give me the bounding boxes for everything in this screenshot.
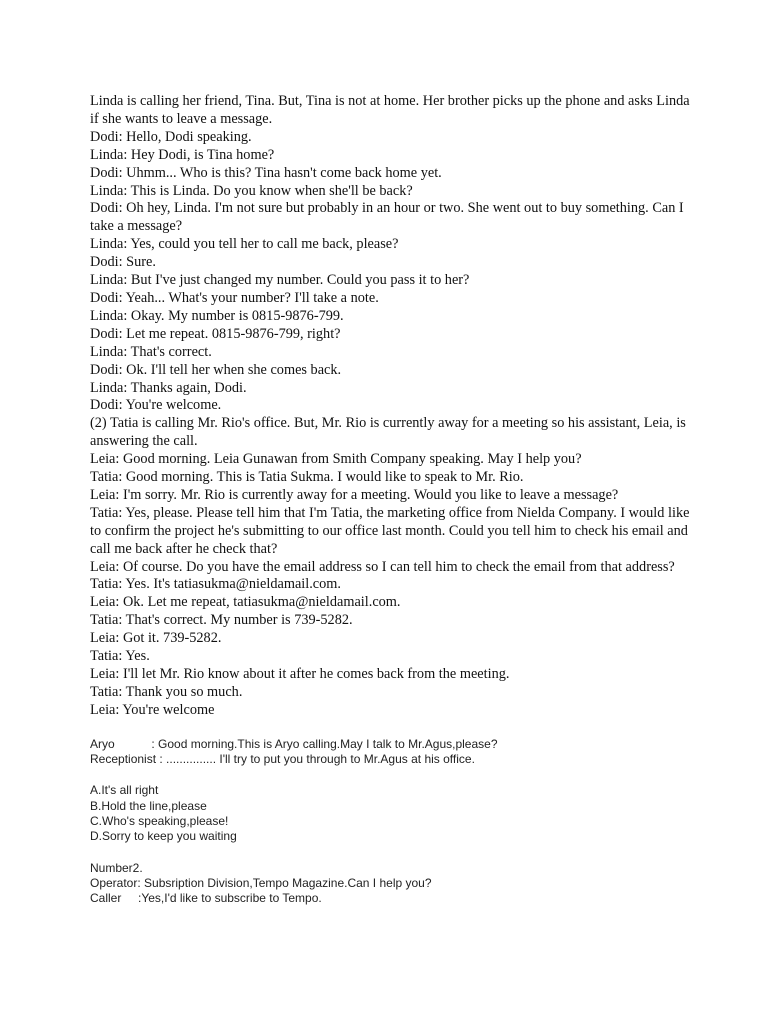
dialogue-1 [90,93,690,415]
question-2-line: Operator: Subsription Division,Tempo Magazine.Can I help you? [90,875,432,890]
dialogue-line: Dodi: You're welcome. [90,397,222,414]
question-2-line: Caller :Yes,I'd like to subscribe to Tempo. [90,891,322,906]
dialogue-line: Dodi: Oh hey, Linda. I'm not sure but probably in an hour or two. She went out to buy something. Can I take a message? [90,200,684,235]
dialogue-line: Dodi: Let me repeat. 0815-9876-799, right? [90,325,341,342]
question-1-line: Receptionist : ............... I'll try to put you through to Mr.Agus at his office. [90,752,475,767]
dialogue-line: Dodi: Uhmm... Who is this? Tina hasn't come back home yet. [90,164,442,181]
dialogue-line: Leia: You're welcome [90,701,215,718]
answer-options [90,783,690,844]
dialogue-line: Linda: That's correct. [90,343,212,360]
dialogue-line: Leia: I'm sorry. Mr. Rio is currently away for a meeting. Would you like to leave a message? [90,486,619,503]
dialogue-line: Tatia: Thank you so much. [90,683,243,700]
document-page [90,93,690,906]
dialogue-2-intro: (2) Tatia is calling Mr. Rio's office. But, Mr. Rio is currently away for a meeting so his assistant, Leia, is answering the call. [90,415,686,450]
option-d: D.Sorry to keep you waiting [90,829,237,844]
dialogue-line: Tatia: Good morning. This is Tatia Sukma. I would like to speak to Mr. Rio. [90,469,524,486]
option-b: B.Hold the line,please [90,798,207,813]
dialogue-line: Linda: This is Linda. Do you know when she'll be back? [90,182,413,199]
dialogue-2 [90,415,690,719]
dialogue-line: Leia: Ok. Let me repeat, tatiasukma@nieldamail.com. [90,594,401,611]
dialogue-line: Linda: Hey Dodi, is Tina home? [90,146,275,163]
dialogue-line: Dodi: Yeah... What's your number? I'll take a note. [90,289,379,306]
dialogue-line: Linda: Yes, could you tell her to call me back, please? [90,236,399,253]
dialogue-line: Tatia: That's correct. My number is 739-5282. [90,612,353,629]
dialogue-line: Tatia: Yes, please. Please tell him that I'm Tatia, the marketing office from Nielda Company. I would like to confirm the project he's submitting to our office last month. Could you tell him to check his email and call me back after he check that? [90,504,690,557]
dialogue-line: Leia: I'll let Mr. Rio know about it after he comes back from the meeting. [90,666,510,682]
question-1-line: Aryo : Good morning.This is Aryo calling.May I talk to Mr.Agus,please? [90,736,498,751]
option-c: C.Who's speaking,please! [90,813,229,828]
dialogue-line: Linda: Okay. My number is 0815-9876-799. [90,307,344,324]
dialogue-line: Tatia: Yes. [90,648,150,665]
dialogue-line: Dodi: Sure. [90,254,156,271]
dialogue-line: Leia: Of course. Do you have the email address so I can tell him to check the email from that address? [90,558,675,575]
dialogue-line: Leia: Got it. 739-5282. [90,630,222,647]
dialogue-line: Dodi: Hello, Dodi speaking. [90,128,252,145]
dialogue-line: Leia: Good morning. Leia Gunawan from Smith Company speaking. May I help you? [90,451,582,468]
dialogue-line: Dodi: Ok. I'll tell her when she comes back. [90,361,342,378]
dialogue-line: Tatia: Yes. It's tatiasukma@nieldamail.com. [90,576,341,593]
question-2 [90,861,690,907]
question-1 [90,737,690,768]
option-a: A.It's all right [90,783,159,798]
dialogue-line: Linda: Thanks again, Dodi. [90,379,247,396]
dialogue-1-intro: Linda is calling her friend, Tina. But, Tina is not at home. Her brother picks up the phone and asks Linda if she wants to leave a message. [90,93,690,127]
question-2-heading: Number2. [90,860,143,875]
dialogue-line: Linda: But I've just changed my number. Could you pass it to her? [90,272,470,289]
